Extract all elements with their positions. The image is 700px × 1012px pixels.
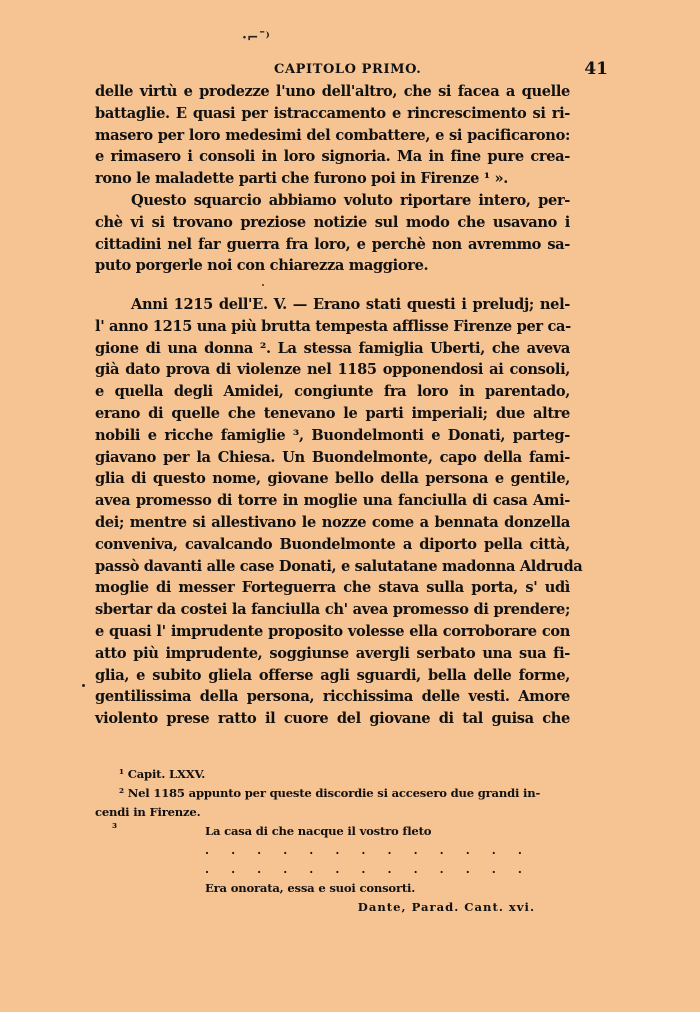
paragraph-2: [95, 294, 583, 730]
text-line: gione di una donna ². La stessa famiglia Uberti, che aveva: [95, 339, 570, 357]
text-line: puto porgerle noi con chiarezza maggiore.: [95, 257, 429, 275]
page-number: 41: [584, 59, 608, 79]
text-line: l' anno 1215 una più brutta tempesta afflisse Firenze per ca-: [95, 317, 571, 335]
footnote-3-citation: Dante, Parad. Cant. xvi.: [357, 900, 535, 914]
ink-smudge-mark: ·⌐ˉ⁾: [242, 30, 270, 46]
footnote-2-line-1: ² Nel 1185 appunto per queste discordie si accesero due grandi in-: [119, 786, 541, 800]
text-line: masero per loro medesimi del combattere, e si pacificarono:: [95, 126, 570, 144]
text-line: glia di questo nome, giovane bello della persona e gentile,: [95, 470, 570, 488]
ink-speck: [262, 284, 264, 286]
footnote-3-marker: ³: [112, 821, 117, 835]
text-line: rono le maladette parti che furono poi in Firenze ¹ ».: [95, 170, 509, 188]
footnote-3-quote-line-1: La casa di che nacque il vostro fleto: [205, 824, 432, 838]
footnote-3-first-line: [95, 822, 575, 841]
text-line: e quasi l' imprudente proposito volesse ella corroborare con: [95, 622, 570, 640]
footnote-1: ¹ Capit. LXXV.: [119, 767, 206, 781]
text-line: erano di quelle che tenevano le parti imperiali; due altre: [95, 404, 570, 422]
chapter-title: CAPITOLO PRIMO.: [274, 62, 422, 77]
text-line: moglie di messer Forteguerra che stava sulla porta, s' udì: [95, 579, 570, 597]
footnote-3-quote-line-2: Era onorata, essa e suoi consorti.: [205, 881, 416, 895]
footnote-2-line-2: cendi in Firenze.: [95, 805, 201, 819]
text-line: delle virtù e prodezze l'uno dell'altro, che si facea a quelle: [95, 83, 570, 100]
text-line: cittadini nel far guerra fra loro, e perchè non avremmo sa-: [95, 235, 570, 253]
paragraph-1: [95, 81, 570, 277]
footnotes: [95, 765, 575, 917]
ink-speck: [82, 684, 85, 687]
text-line: conveniva, cavalcando Buondelmonte a diporto pella città,: [95, 535, 570, 553]
text-line: battaglie. E quasi per istraccamento e rincrescimento si ri-: [95, 104, 570, 122]
running-head: [96, 60, 608, 82]
text-line: dei; mentre si allestivano le nozze come a bennata donzella: [95, 513, 570, 531]
text-line: nobili e ricche famiglie ³, Buondelmonti e Donati, parteg-: [95, 426, 570, 444]
text-line: passò davanti alle case Donati, e salutatane madonna Aldruda: [95, 557, 583, 575]
text-line: glia, e subito gliela offerse agli sguardi, bella delle forme,: [95, 666, 570, 684]
text-line: violento prese ratto il cuore del giovane di tal guisa che: [95, 710, 570, 728]
text-line: già dato prova di violenze nel 1185 opponendosi ai consoli,: [95, 361, 570, 379]
text-line: avea promesso di torre in moglie una fanciulla di casa Ami-: [95, 492, 570, 510]
text-line: gentilissima della persona, ricchissima delle vesti. Amore: [95, 688, 570, 706]
ellipsis-dots: . . . . . . . . . . . . .: [205, 843, 531, 857]
text-line: e rimasero i consoli in loro signoria. Ma in fine pure crea-: [95, 148, 570, 166]
text-line: atto più imprudente, soggiunse avergli serbato una sua fi-: [95, 644, 570, 662]
text-line: giavano per la Chiesa. Un Buondelmonte, capo della fami-: [95, 448, 570, 466]
text-line: sbertar da costei la fanciulla ch' avea promesso di prendere;: [95, 601, 570, 619]
text-line: Questo squarcio abbiamo voluto riportare intero, per-: [131, 191, 570, 209]
text-line: Anni 1215 dell'E. V. — Erano stati questi i preludj; nel-: [131, 296, 570, 313]
ellipsis-dots: . . . . . . . . . . . . .: [205, 862, 531, 876]
text-line: chè vi si trovano preziose notizie sul modo che usavano i: [95, 213, 570, 231]
text-line: e quella degli Amidei, congiunte fra loro in parentado,: [95, 383, 570, 401]
